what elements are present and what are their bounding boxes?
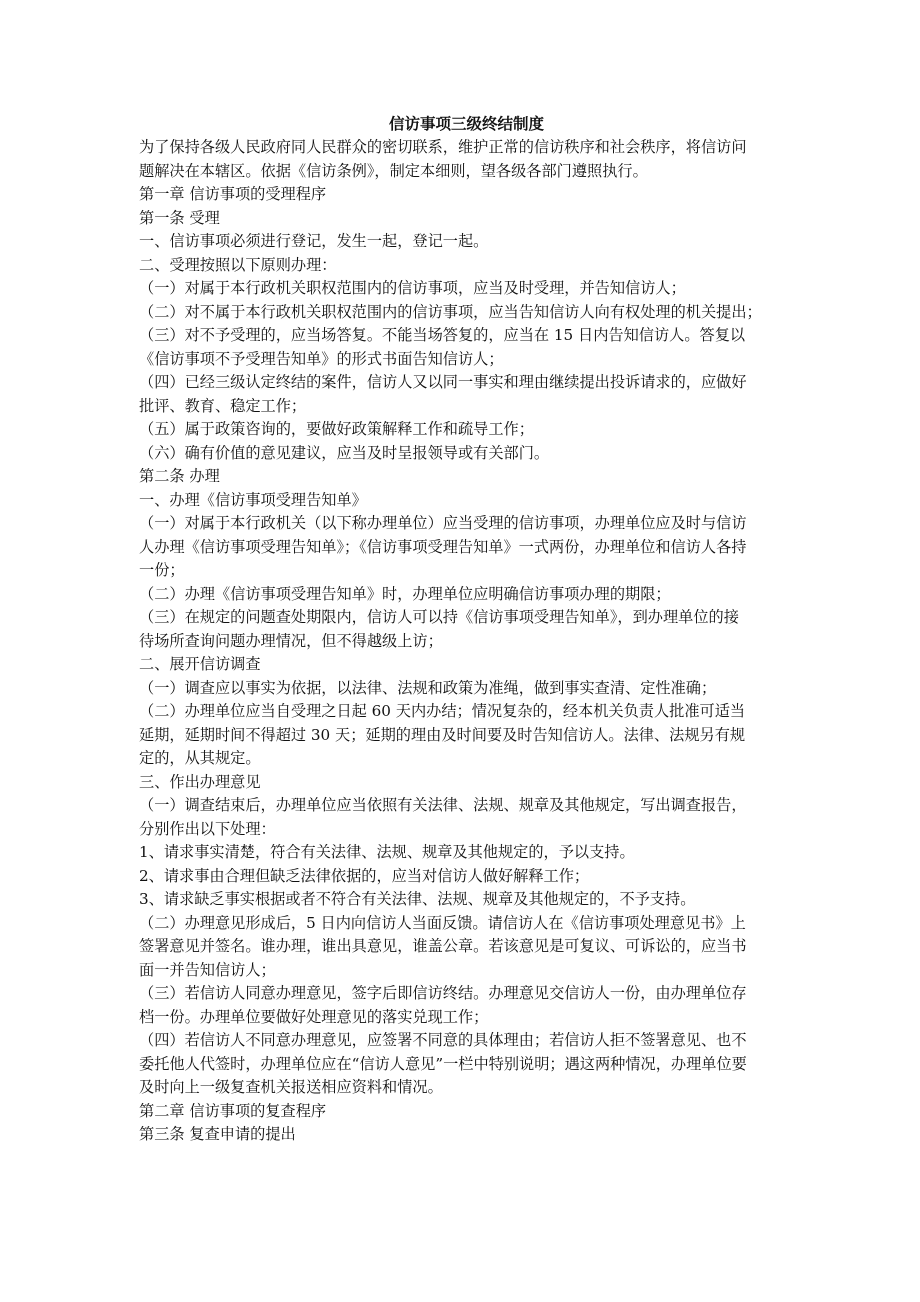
body-line: 2、请求事由合理但缺乏法律依据的，应当对信访人做好解释工作； [139, 866, 590, 885]
body-line: 及时向上一级复查机关报送相应资料和情况。 [139, 1078, 443, 1096]
body-line: 待场所查询问题办理情况，但不得越级上访； [139, 631, 443, 650]
body-line: 一份； [139, 561, 185, 579]
body-line: （四）已经三级认定终结的案件，信访人又以同一事实和理由继续提出投诉请求的，应做好 [139, 373, 747, 391]
body-line: 延期，延期时间不得超过 30 天；延期的理由及时间要及时告知信访人。法律、法规另有规 [139, 725, 746, 744]
body-line: 委托他人代签时，办理单位应在“信访人意见”一栏中特别说明；遇这两种情况，办理单位要 [139, 1054, 747, 1073]
body-line: （一）调查应以事实为依据，以法律、法规和政策为准绳，做到事实查清、定性准确； [139, 678, 717, 697]
body-line: （四）若信访人不同意办理意见，应签署不同意的具体理由；若信访人拒不签署意见、也不 [139, 1031, 747, 1049]
body-line: 一、办理《信访事项受理告知单》 [139, 490, 367, 509]
body-line: 批评、教育、稳定工作； [139, 396, 307, 415]
chapter-heading: 第二章 信访事项的复查程序 [139, 1101, 327, 1120]
body-line: （一）调查结束后，办理单位应当依照有关法律、法规、规章及其他规定，写出调查报告， [139, 796, 747, 814]
body-line: 题解决在本辖区。依据《信访条例》，制定本细则，望各级各部门遵照执行。 [139, 161, 648, 180]
body-line: （二）对不属于本行政机关职权范围内的信访事项，应当告知信访人向有权处理的机关提出； [139, 302, 762, 321]
body-line: （二）办理意见形成后，5 日内向信访人当面反馈。请信访人在《信访事项处理意见书》上 [139, 913, 746, 932]
body-line: 为了保持各级人民政府同人民群众的密切联系，维护正常的信访秩序和社会秩序，将信访问 [139, 138, 747, 156]
body-line: 三、作出办理意见 [139, 772, 261, 791]
body-line: （二）办理单位应当自受理之日起 60 天内办结；情况复杂的，经本机关负责人批准可适当 [139, 702, 746, 720]
article-heading: 第一条 受理 [139, 208, 220, 227]
body-line: 《信访事项不予受理告知单》的形式书面告知信访人； [139, 349, 504, 368]
body-line: 面一并告知信访人； [139, 960, 276, 979]
article-heading: 第二条 办理 [139, 467, 220, 485]
document-page [139, 112, 784, 1147]
body-line: （一）对属于本行政机关职权范围内的信访事项，应当及时受理，并告知信访人； [139, 279, 686, 297]
body-line: （三）在规定的问题查处期限内，信访人可以持《信访事项受理告知单》，到办理单位的接 [139, 608, 739, 626]
body-line: （二）办理《信访事项受理告知单》时，办理单位应明确信访事项办理的期限； [139, 584, 671, 603]
body-line: 二、受理按照以下原则办理： [139, 255, 337, 274]
body-line: （三）若信访人同意办理意见，签字后即信访终结。办理意见交信访人一份，由办理单位存 [139, 984, 747, 1002]
body-line: 3、请求缺乏事实根据或者不符合有关法律、法规、规章及其他规定的，不予支持。 [139, 890, 696, 908]
body-line: 定的，从其规定。 [139, 749, 261, 767]
body-line: 人办理《信访事项受理告知单》；《信访事项受理告知单》一式两份，办理单位和信访人各持 [139, 537, 747, 556]
chapter-heading: 第一章 信访事项的受理程序 [139, 185, 327, 203]
body-line: 分别作出以下处理： [139, 819, 276, 838]
body-line: 档一份。办理单位要做好处理意见的落实兑现工作； [139, 1007, 489, 1026]
body-line: （一）对属于本行政机关（以下称办理单位）应当受理的信访事项，办理单位应及时与信访 [139, 514, 747, 532]
article-heading: 第三条 复查申请的提出 [139, 1125, 296, 1143]
body-line: （六）确有价值的意见建议，应当及时呈报领导或有关部门。 [139, 443, 550, 462]
body-line: 1、请求事实清楚，符合有关法律、法规、规章及其他规定的，予以支持。 [139, 843, 635, 861]
document-body [139, 136, 784, 1147]
document-title: 信访事项三级终结制度 [388, 115, 544, 133]
body-line: （五）属于政策咨询的，要做好政策解释工作和疏导工作； [139, 420, 534, 438]
body-line: （三）对不予受理的，应当场答复。不能当场答复的，应当在 15 日内告知信访人。答复以 [139, 326, 746, 344]
body-line: 一、信访事项必须进行登记，发生一起，登记一起。 [139, 232, 489, 250]
body-line: 二、展开信访调查 [139, 655, 261, 673]
body-line: 签署意见并签名。谁办理，谁出具意见，谁盖公章。若该意见是可复议、可诉讼的，应当书 [139, 937, 747, 955]
